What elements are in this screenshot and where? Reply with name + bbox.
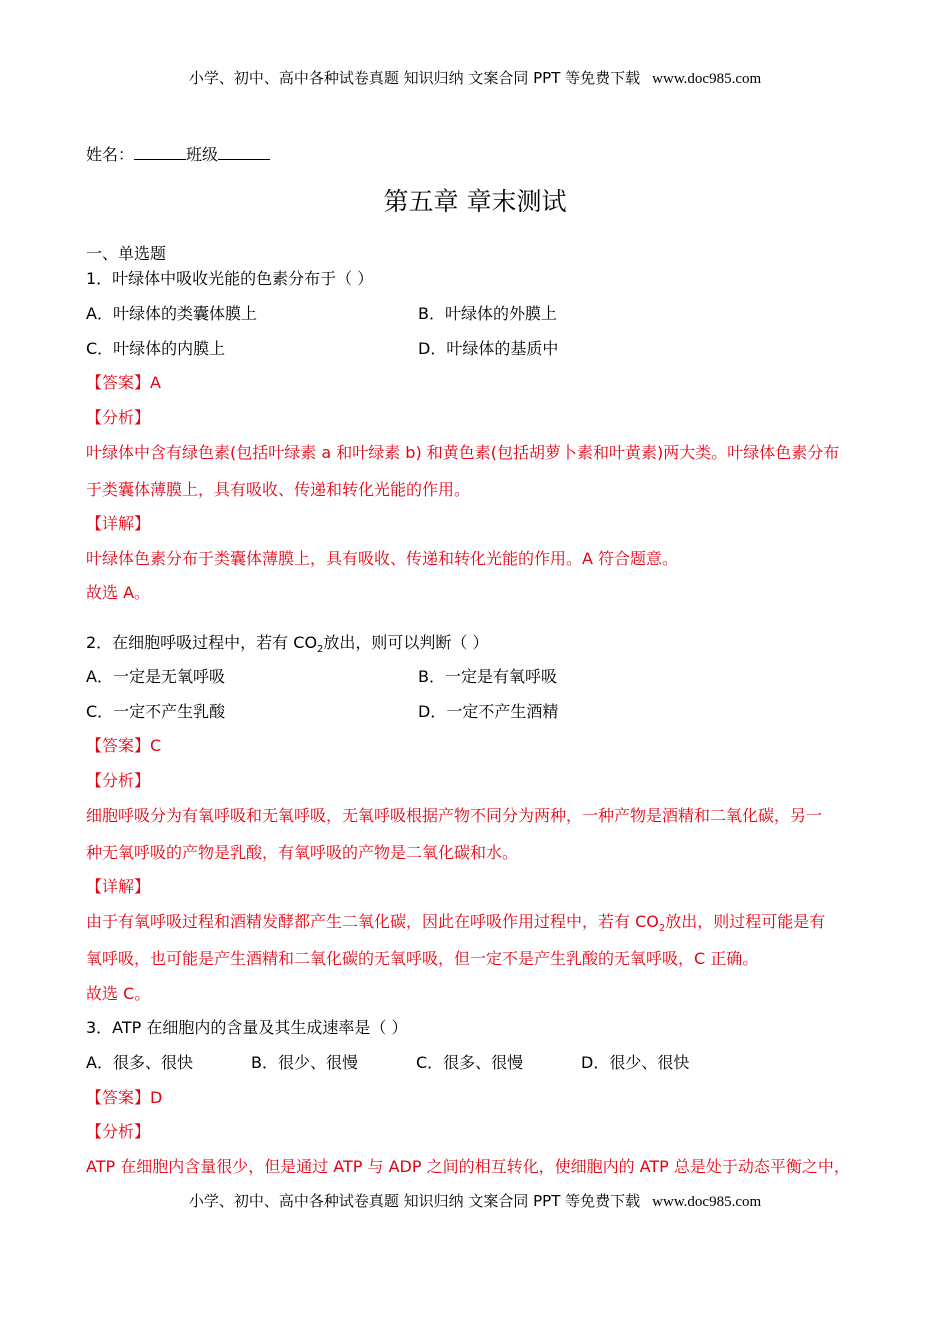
q2-option-b: B．一定是有氧呼吸 <box>418 667 557 686</box>
q3-option-c: C．很多、很慢 <box>416 1053 524 1072</box>
q3-stem: 3．ATP 在细胞内的含量及其生成速率是（ ） <box>86 1018 408 1037</box>
q3-option-b: B．很少、很慢 <box>251 1053 358 1072</box>
q2-option-a: A．一定是无氧呼吸 <box>86 667 225 686</box>
q2-analysis-line-1: 细胞呼吸分为有氧呼吸和无氧呼吸，无氧呼吸根据产物不同分为两种，一种产物是酒精和二氧化碳，另一 <box>86 806 823 825</box>
footer-text: 小学、初中、高中各种试卷真题 知识归纳 文案合同 PPT 等免费下载 <box>188 1192 641 1210</box>
q1-detail: 叶绿体色素分布于类囊体薄膜上，具有吸收、传递和转化光能的作用。A 符合题意。 <box>86 549 679 568</box>
q3-option-a: A．很多、很快 <box>86 1053 193 1072</box>
q2-detail-line-1 <box>86 912 826 935</box>
q1-detail-label: 【详解】 <box>86 514 151 533</box>
name-class-line <box>86 145 270 165</box>
q2-stem <box>86 633 489 656</box>
q2-detail-pre: 由于有氧呼吸过程和酒精发酵都产生二氧化碳，因此在呼吸作用过程中，若有 CO <box>86 912 659 931</box>
q1-analysis-label: 【分析】 <box>86 408 151 427</box>
page-header <box>0 68 950 89</box>
name-blank <box>134 145 186 160</box>
class-blank <box>218 145 270 160</box>
q3-answer: 【答案】D <box>86 1088 163 1107</box>
q2-detail-sub: 2 <box>658 923 666 935</box>
q2-option-c: C．一定不产生乳酸 <box>86 702 226 721</box>
q2-detail-post: 放出，则过程可能是有 <box>665 912 826 931</box>
header-url: www.doc985.com <box>652 71 762 87</box>
q2-analysis-line-2: 种无氧呼吸的产物是乳酸，有氧呼吸的产物是二氧化碳和水。 <box>86 843 519 862</box>
q1-choose: 故选 A。 <box>86 583 151 602</box>
q1-option-a: A．叶绿体的类囊体膜上 <box>86 304 257 323</box>
page-footer <box>0 1191 950 1212</box>
q1-option-b: B．叶绿体的外膜上 <box>418 304 557 323</box>
q3-analysis-label: 【分析】 <box>86 1122 151 1141</box>
q2-stem-sub: 2 <box>317 644 324 656</box>
page-title: 第五章 章末测试 <box>383 187 567 216</box>
q1-option-c: C．叶绿体的内膜上 <box>86 339 226 358</box>
q1-option-d: D．叶绿体的基质中 <box>418 339 559 358</box>
q1-answer: 【答案】A <box>86 373 161 392</box>
q2-detail-label: 【详解】 <box>86 877 151 896</box>
section-heading: 一、单选题 <box>86 244 167 263</box>
q3-option-d: D．很少、很快 <box>581 1053 690 1072</box>
q3-analysis-line-1: ATP 在细胞内含量很少，但是通过 ATP 与 ADP 之间的相互转化，使细胞内的 ATP 总是处于动态平衡之中， <box>86 1157 850 1176</box>
q2-answer: 【答案】C <box>86 736 162 755</box>
q3-options <box>86 1053 746 1073</box>
name-label: 姓名： <box>86 145 135 164</box>
q2-choose: 故选 C。 <box>86 984 151 1003</box>
q2-stem-post: 放出，则可以判断（ ） <box>323 633 489 652</box>
q2-analysis-label: 【分析】 <box>86 771 151 790</box>
class-label: 班级 <box>186 145 219 164</box>
q2-detail-line-2: 氧呼吸，也可能是产生酒精和二氧化碳的无氧呼吸，但一定不是产生乳酸的无氧呼吸，C 正确。 <box>86 949 759 968</box>
footer-url: www.doc985.com <box>652 1194 762 1210</box>
header-text: 小学、初中、高中各种试卷真题 知识归纳 文案合同 PPT 等免费下载 <box>188 69 641 87</box>
q2-stem-pre: 2．在细胞呼吸过程中，若有 CO <box>86 633 318 652</box>
q1-analysis-line-1: 叶绿体中含有绿色素(包括叶绿素 a 和叶绿素 b) 和黄色素(包括胡萝卜素和叶黄素)两大类。叶绿体色素分布 <box>86 443 840 462</box>
q1-analysis-line-2: 于类囊体薄膜上，具有吸收、传递和转化光能的作用。 <box>86 480 471 499</box>
q2-option-d: D．一定不产生酒精 <box>418 702 559 721</box>
q1-stem: 1．叶绿体中吸收光能的色素分布于（ ） <box>86 269 374 288</box>
